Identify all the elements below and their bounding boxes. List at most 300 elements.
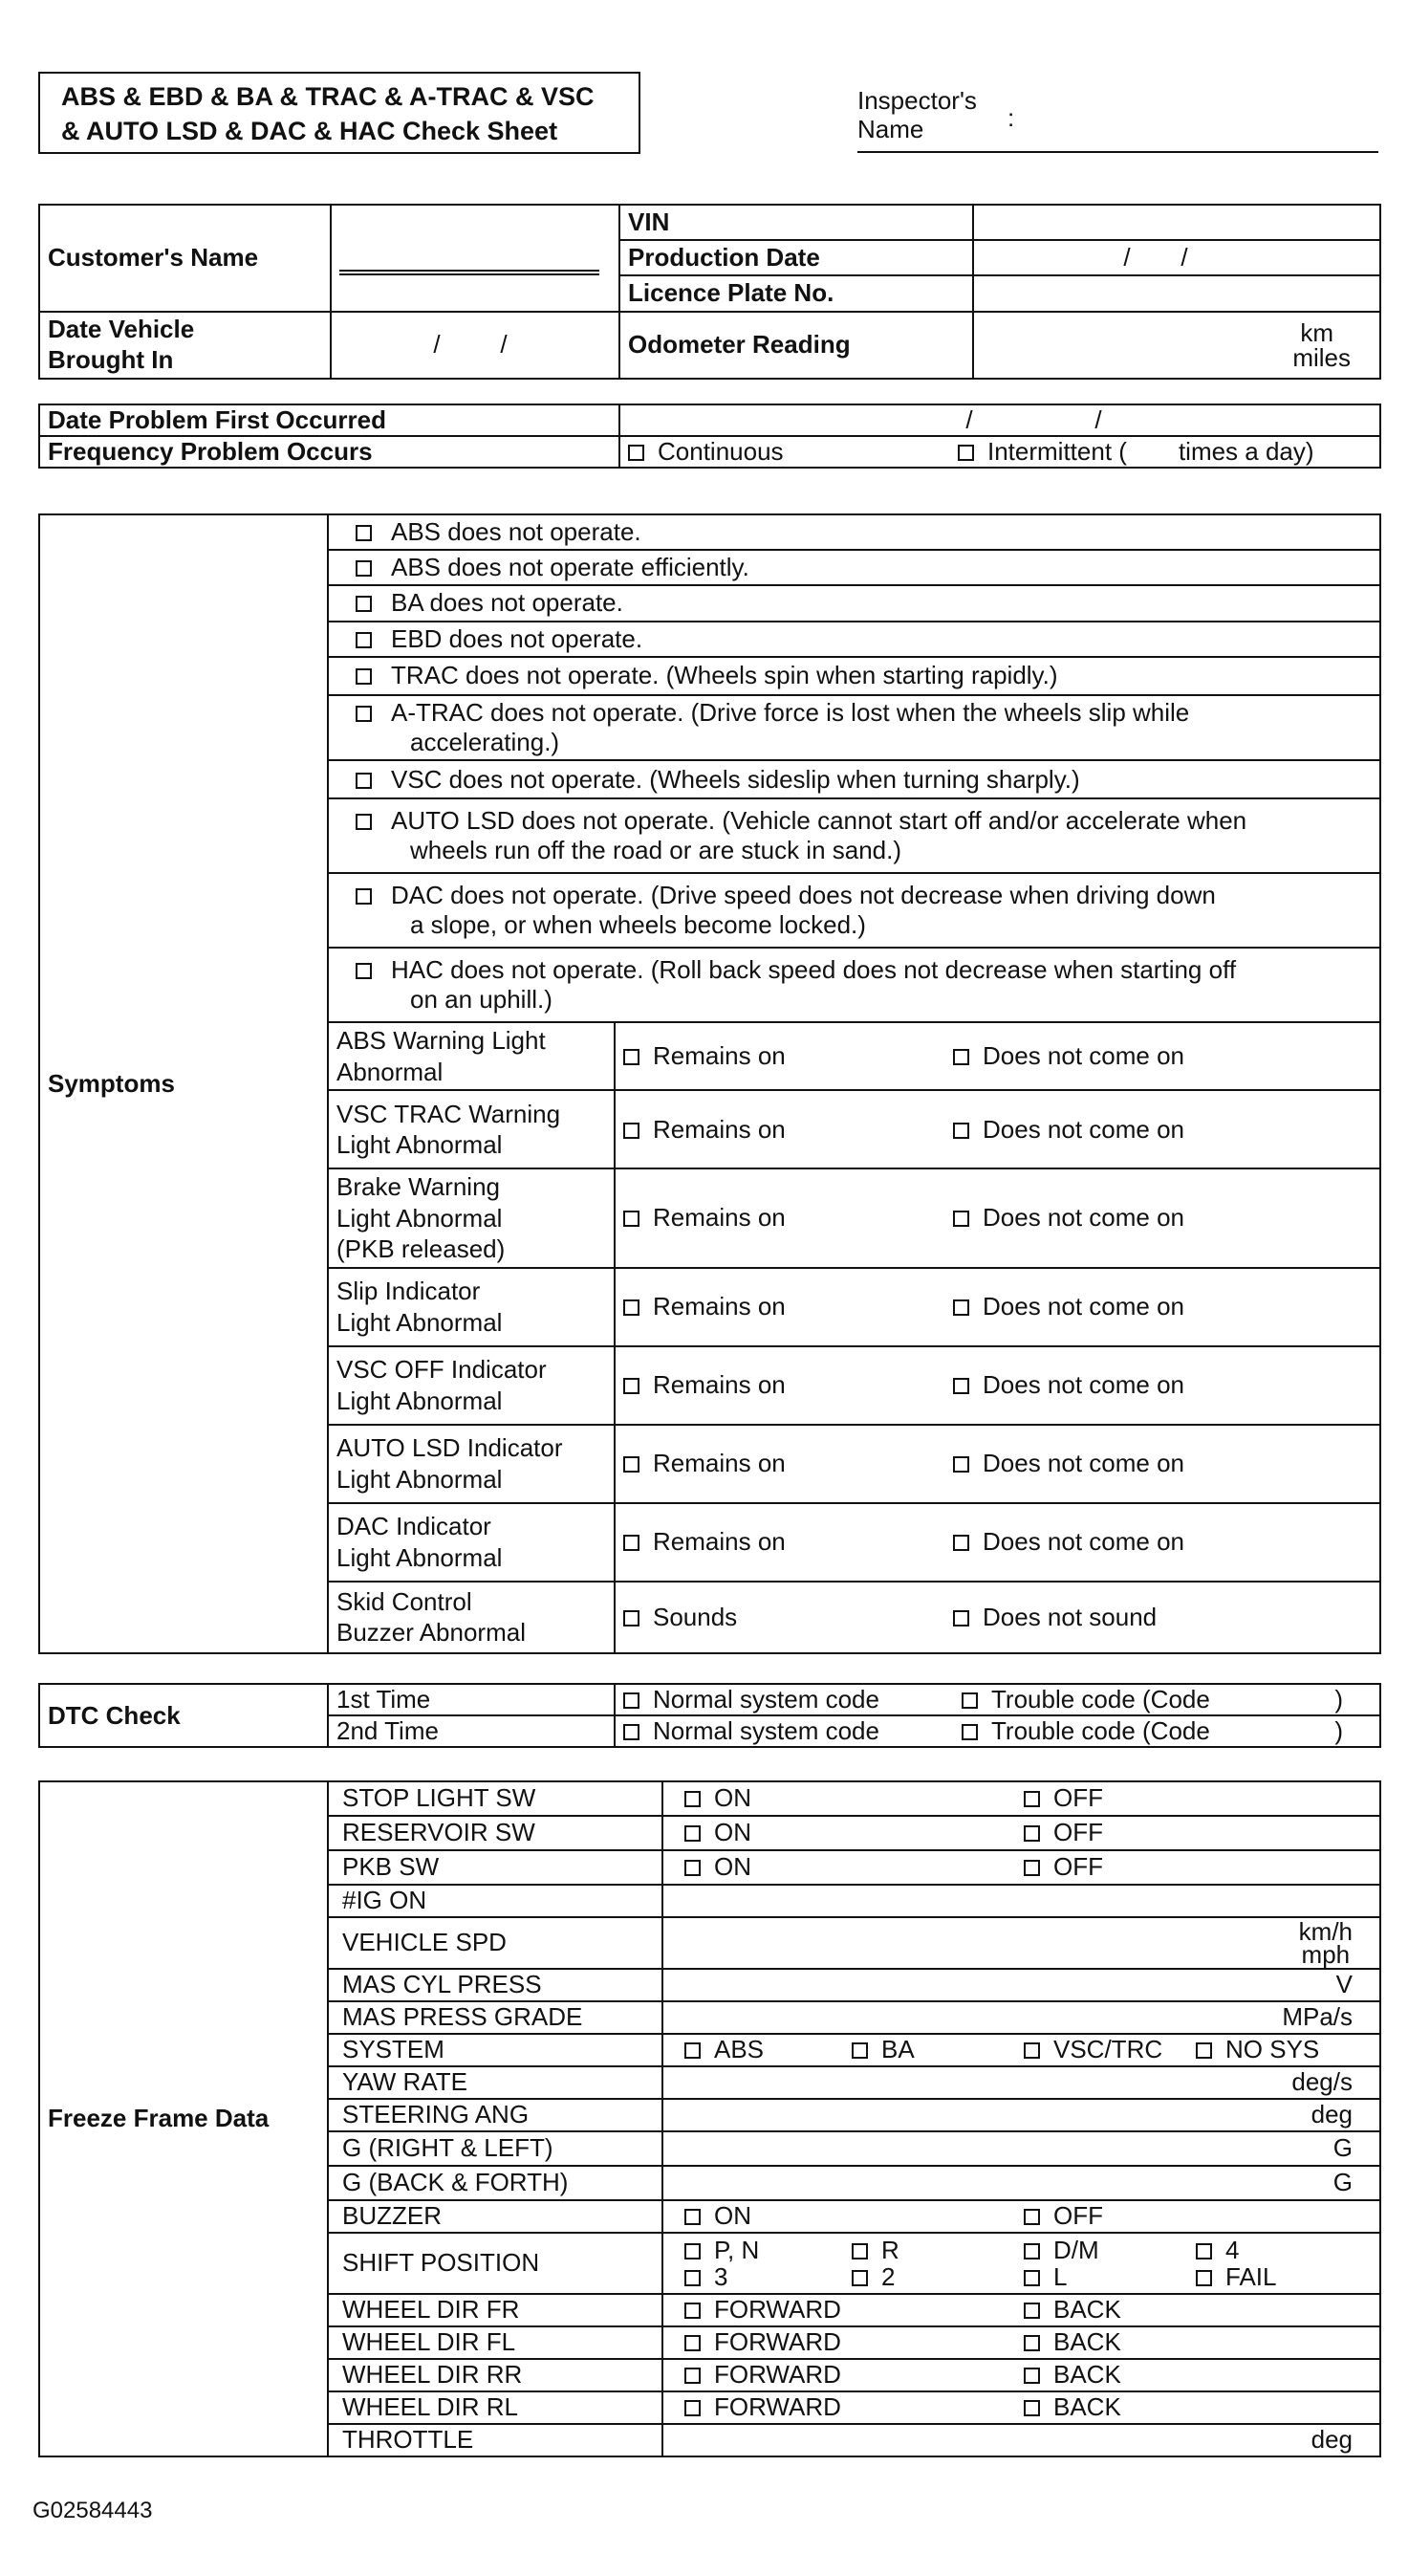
indicator-options xyxy=(615,1268,1380,1346)
indicator-label-line-1: ABS Warning Light xyxy=(336,1026,546,1056)
symptom-text: HAC does not operate. (Roll back speed does not decrease when starting off xyxy=(391,954,1237,984)
option-b-label: Does not come on xyxy=(983,1370,1185,1400)
title-line-1: ABS & EBD & BA & TRAC & A-TRAC & VSC xyxy=(61,82,595,111)
checkbox-icon xyxy=(1024,2209,1040,2225)
checkbox-icon xyxy=(356,525,372,541)
checkbox-icon xyxy=(1024,2335,1040,2351)
option-a-label: Remains on xyxy=(653,1449,786,1478)
freeze-option[interactable] xyxy=(1024,2295,1215,2325)
freeze-option-label: 4 xyxy=(1225,2236,1240,2264)
freeze-option-label: BACK xyxy=(1053,2392,1121,2422)
indicator-options xyxy=(615,1168,1380,1268)
indicator-options xyxy=(615,1090,1380,1168)
freeze-item-value[interactable] xyxy=(662,2131,1380,2166)
indicator-label-line-3: (PKB released) xyxy=(336,1234,506,1264)
freeze-option-label: BACK xyxy=(1053,2295,1121,2325)
freeze-item-name: VEHICLE SPD xyxy=(328,1917,662,1969)
indicator-label-line-2: Abnormal xyxy=(336,1057,444,1086)
checkbox-icon xyxy=(852,2270,868,2286)
option-b[interactable] xyxy=(953,1115,1184,1144)
indicator-label-line-2: Light Abnormal xyxy=(336,1542,503,1572)
checkbox-icon xyxy=(1196,2270,1212,2286)
date-slash: / xyxy=(500,329,508,359)
inspector-colon: : xyxy=(1007,103,1015,132)
vehicle-info-table xyxy=(38,204,1381,380)
unit-label: deg/s xyxy=(1291,2067,1353,2097)
date-problem-label: Date Problem First Occurred xyxy=(39,404,619,436)
freeze-item-value[interactable] xyxy=(662,2099,1380,2131)
freeze-item-name: PKB SW xyxy=(328,1850,662,1885)
freeze-item-name: BUZZER xyxy=(328,2200,662,2233)
indicator-label xyxy=(328,1090,615,1168)
checkbox-icon xyxy=(684,2042,701,2059)
checkbox-icon xyxy=(953,1456,969,1473)
trouble-code-label: Trouble code (Code xyxy=(991,1716,1210,1746)
indicator-options xyxy=(615,1582,1380,1653)
option-b-label: Does not come on xyxy=(983,1114,1185,1144)
continuous-label: Continuous xyxy=(658,437,784,467)
checkbox-icon xyxy=(953,1211,969,1227)
indicator-label xyxy=(328,1425,615,1503)
indicator-label-line-2: Buzzer Abnormal xyxy=(336,1618,526,1648)
freeze-option[interactable] xyxy=(684,2392,1024,2422)
freeze-item-value[interactable] xyxy=(662,1816,1380,1850)
freeze-item-name: #IG ON xyxy=(328,1885,662,1917)
trouble-code-option[interactable] xyxy=(954,1684,1380,1715)
freeze-option[interactable] xyxy=(1024,1818,1215,1847)
freeze-option[interactable] xyxy=(852,2035,1024,2064)
date-brought-in-line-1: Date Vehicle xyxy=(48,315,195,344)
option-b-label: Does not come on xyxy=(983,1527,1185,1557)
checkbox-icon xyxy=(1024,2243,1040,2259)
symptom-item[interactable] xyxy=(328,550,1380,585)
checkbox-icon xyxy=(1024,2270,1040,2286)
freeze-option[interactable] xyxy=(852,2237,1024,2263)
date-slash: / xyxy=(1123,243,1131,273)
date-slash: / xyxy=(1181,243,1188,273)
production-date-field[interactable] xyxy=(973,240,1380,275)
unit-label: deg xyxy=(1311,2100,1353,2129)
date-slash: / xyxy=(965,405,973,434)
indicator-options xyxy=(615,1022,1380,1090)
checkbox-icon xyxy=(356,888,372,905)
option-a[interactable] xyxy=(623,1527,953,1557)
option-a[interactable] xyxy=(623,1041,953,1071)
unit-label: G xyxy=(1332,2168,1353,2197)
checkbox-icon xyxy=(1024,1860,1040,1876)
checkbox-icon xyxy=(953,1610,969,1626)
checkbox-icon xyxy=(356,706,372,722)
option-b[interactable] xyxy=(953,1203,1184,1232)
checkbox-icon xyxy=(623,1378,639,1394)
symptom-item[interactable] xyxy=(328,514,1380,550)
checkbox-icon xyxy=(623,1049,639,1065)
freeze-option-label: OFF xyxy=(1053,1818,1103,1847)
freeze-option-label: L xyxy=(1053,2262,1068,2291)
symptom-text: ABS does not operate. xyxy=(391,517,641,546)
option-b[interactable] xyxy=(953,1449,1184,1477)
freeze-item-value[interactable] xyxy=(662,1969,1380,2001)
option-a[interactable] xyxy=(623,1203,953,1233)
option-b[interactable] xyxy=(953,1527,1184,1556)
freeze-option[interactable] xyxy=(684,2263,852,2290)
checkbox-icon xyxy=(623,1724,639,1740)
indicator-label xyxy=(328,1268,615,1346)
freeze-item-value[interactable] xyxy=(662,2424,1380,2456)
checkbox-icon xyxy=(356,668,372,685)
freeze-option-label: D/M xyxy=(1053,2236,1099,2264)
checkbox-icon xyxy=(684,2335,701,2351)
indicator-label-line-2: Light Abnormal xyxy=(336,1307,503,1337)
indicator-label-line-1: Skid Control xyxy=(336,1586,472,1616)
normal-code-label: Normal system code xyxy=(653,1716,879,1746)
freeze-item-value[interactable] xyxy=(662,2391,1380,2424)
date-brought-in-line-2: Brought In xyxy=(48,344,174,374)
symptom-item[interactable] xyxy=(328,760,1380,798)
freeze-option-label: BACK xyxy=(1053,2327,1121,2357)
freeze-option-label: FAIL xyxy=(1225,2262,1277,2291)
intermittent-option[interactable] xyxy=(958,437,1314,466)
check-sheet-title xyxy=(38,72,640,154)
option-b[interactable] xyxy=(953,1603,1157,1631)
date-slash: / xyxy=(433,329,441,359)
indicator-options xyxy=(615,1503,1380,1582)
option-b[interactable] xyxy=(953,1041,1184,1070)
freeze-option-label: ON xyxy=(714,1783,751,1813)
checkbox-icon xyxy=(684,1860,701,1876)
inspector-label-line-2: Name xyxy=(857,115,924,143)
indicator-label xyxy=(328,1582,615,1653)
freeze-item-name: WHEEL DIR RL xyxy=(328,2391,662,2424)
dtc-time: 2nd Time xyxy=(328,1715,615,1747)
option-a-label: Remains on xyxy=(653,1041,786,1071)
frequency-label: Frequency Problem Occurs xyxy=(39,436,619,468)
checkbox-icon xyxy=(953,1535,969,1551)
freeze-item-value[interactable] xyxy=(662,2066,1380,2099)
freeze-option[interactable] xyxy=(1024,2327,1215,2357)
checkbox-icon xyxy=(356,560,372,577)
inspector-label-line-1: Inspector's xyxy=(857,86,977,115)
checkbox-icon xyxy=(684,1791,701,1807)
freeze-item-name: WHEEL DIR RR xyxy=(328,2359,662,2391)
checkbox-icon xyxy=(623,1123,639,1139)
option-a[interactable] xyxy=(623,1292,953,1321)
indicator-label-line-1: VSC TRAC Warning xyxy=(336,1099,561,1128)
inspector-name-field[interactable] xyxy=(857,151,1378,153)
freeze-option-label: ABS xyxy=(714,2035,765,2064)
checkbox-icon xyxy=(684,1825,701,1842)
unit-label: V xyxy=(1335,1970,1353,1999)
freeze-option-label: BACK xyxy=(1053,2360,1121,2390)
speed-units xyxy=(1298,1917,1372,1969)
checkbox-icon xyxy=(684,2303,701,2319)
symptom-text: EBD does not operate. xyxy=(391,623,643,653)
licence-plate-field[interactable] xyxy=(973,275,1380,311)
option-b[interactable] xyxy=(953,1370,1184,1399)
freeze-item-value[interactable] xyxy=(662,2359,1380,2391)
option-a[interactable] xyxy=(623,1370,953,1400)
freeze-option-label: VSC/TRC xyxy=(1053,2035,1163,2064)
freeze-option-label: OFF xyxy=(1053,2201,1103,2231)
freeze-item-value[interactable] xyxy=(662,2034,1380,2066)
freeze-option[interactable] xyxy=(684,2201,1024,2231)
freeze-option-label: FORWARD xyxy=(714,2360,841,2390)
checkbox-icon xyxy=(628,445,644,461)
freeze-frame-table xyxy=(38,1780,1381,2457)
freeze-item-value[interactable] xyxy=(662,2294,1380,2326)
checkbox-icon xyxy=(1024,1791,1040,1807)
checkbox-icon xyxy=(356,596,372,612)
freeze-item-name: MAS PRESS GRADE xyxy=(328,2001,662,2034)
indicator-label-line-1: VSC OFF Indicator xyxy=(336,1355,547,1385)
freeze-option[interactable] xyxy=(684,2295,1024,2325)
checkbox-icon xyxy=(953,1378,969,1394)
vin-field[interactable] xyxy=(973,205,1380,240)
option-a-label: Remains on xyxy=(653,1114,786,1144)
freeze-item-value[interactable] xyxy=(662,1850,1380,1885)
continuous-option[interactable] xyxy=(628,437,958,467)
option-b-label: Does not come on xyxy=(983,1041,1185,1071)
indicator-options xyxy=(615,1425,1380,1503)
unit-label: km/h xyxy=(1298,1917,1353,1946)
freeze-option[interactable] xyxy=(684,2360,1024,2390)
symptom-item[interactable] xyxy=(328,657,1380,695)
symptom-text-continued: accelerating.) xyxy=(410,727,560,756)
freeze-frame-label: Freeze Frame Data xyxy=(39,1781,328,2456)
checkbox-icon xyxy=(684,2209,701,2225)
freeze-option[interactable] xyxy=(1024,2237,1196,2263)
freeze-option-label: BA xyxy=(881,2035,915,2064)
indicator-label-line-1: Slip Indicator xyxy=(336,1277,481,1306)
inspector-label xyxy=(857,86,977,143)
symptom-item[interactable] xyxy=(328,798,1380,873)
freeze-option[interactable] xyxy=(1024,2360,1215,2390)
freeze-item-name: STOP LIGHT SW xyxy=(328,1781,662,1816)
freeze-option[interactable] xyxy=(1196,2237,1311,2263)
freeze-item-name: G (BACK & FORTH) xyxy=(328,2166,662,2200)
symptom-text: TRAC does not operate. (Wheels spin when starting rapidly.) xyxy=(391,661,1058,690)
symptom-item[interactable] xyxy=(328,873,1380,948)
freeze-item-name: SHIFT POSITION xyxy=(328,2233,662,2294)
date-brought-in-label xyxy=(39,312,331,379)
unit-label: G xyxy=(1332,2133,1353,2163)
checkbox-icon xyxy=(684,2243,701,2259)
freeze-option[interactable] xyxy=(684,2237,852,2263)
symptom-item[interactable] xyxy=(328,622,1380,657)
freeze-option-label: ON xyxy=(714,1852,751,1882)
freeze-item-name: G (RIGHT & LEFT) xyxy=(328,2131,662,2166)
indicator-label xyxy=(328,1346,615,1425)
checkbox-icon xyxy=(962,1724,978,1740)
problem-occurrence-table xyxy=(38,404,1381,469)
freeze-option-label: ON xyxy=(714,2201,751,2231)
freeze-item-value[interactable] xyxy=(662,2001,1380,2034)
freeze-item-name: RESERVOIR SW xyxy=(328,1816,662,1850)
freeze-item-name: WHEEL DIR FL xyxy=(328,2326,662,2359)
symptom-item[interactable] xyxy=(328,585,1380,621)
freeze-item-value[interactable] xyxy=(662,2233,1380,2294)
checkbox-icon xyxy=(623,1299,639,1316)
odometer-field[interactable] xyxy=(973,312,1380,379)
frequency-options xyxy=(619,436,1380,468)
checkbox-icon xyxy=(852,2042,868,2059)
freeze-option-label: ON xyxy=(714,1818,751,1847)
symptom-item[interactable] xyxy=(328,695,1380,760)
freeze-option-label: 3 xyxy=(714,2262,728,2291)
freeze-option[interactable] xyxy=(1024,1783,1215,1813)
option-b-label: Does not come on xyxy=(983,1203,1185,1233)
freeze-option-label: OFF xyxy=(1053,1783,1103,1813)
freeze-item-value[interactable] xyxy=(662,1917,1380,1969)
freeze-item-name: WHEEL DIR FR xyxy=(328,2294,662,2326)
symptom-text: BA does not operate. xyxy=(391,588,623,618)
freeze-item-value[interactable] xyxy=(662,1781,1380,1816)
freeze-option[interactable] xyxy=(1024,2035,1196,2064)
trouble-code-close: ) xyxy=(1334,1685,1343,1714)
freeze-option-label: FORWARD xyxy=(714,2392,841,2422)
checkbox-icon xyxy=(1024,2042,1040,2059)
checkbox-icon xyxy=(356,632,372,648)
indicator-label xyxy=(328,1503,615,1582)
checkbox-icon xyxy=(623,1535,639,1551)
indicator-label-line-2: Light Abnormal xyxy=(336,1203,503,1233)
times-a-day-label: times a day) xyxy=(1178,437,1314,467)
date-problem-field[interactable] xyxy=(619,404,1380,436)
freeze-option[interactable] xyxy=(1196,2035,1349,2064)
freeze-option[interactable] xyxy=(684,2327,1024,2357)
freeze-item-name: SYSTEM xyxy=(328,2034,662,2066)
normal-code-option[interactable] xyxy=(615,1684,954,1715)
checkbox-icon xyxy=(1024,2368,1040,2384)
title-line-2: & AUTO LSD & DAC & HAC Check Sheet xyxy=(61,117,558,145)
normal-code-label: Normal system code xyxy=(653,1685,879,1714)
freeze-option[interactable] xyxy=(1024,2263,1196,2290)
unit-label: deg xyxy=(1311,2425,1353,2455)
indicator-label-line-2: Light Abnormal xyxy=(336,1130,503,1160)
customer-name-label: Customer's Name xyxy=(39,205,331,312)
indicator-label xyxy=(328,1022,615,1090)
freeze-option[interactable] xyxy=(1196,2263,1311,2290)
freeze-item-value[interactable] xyxy=(662,1885,1380,1917)
date-brought-in-field[interactable] xyxy=(331,312,619,379)
intermittent-label: Intermittent ( xyxy=(987,437,1127,467)
option-a-label: Remains on xyxy=(653,1203,786,1233)
freeze-option[interactable] xyxy=(684,2035,852,2064)
checkbox-icon xyxy=(1024,2303,1040,2319)
checkbox-icon xyxy=(356,814,372,830)
freeze-item-value[interactable] xyxy=(662,2326,1380,2359)
option-b-label: Does not come on xyxy=(983,1292,1185,1321)
trouble-code-close: ) xyxy=(1334,1716,1343,1746)
symptom-text: A-TRAC does not operate. (Drive force is lost when the wheels slip while xyxy=(391,697,1190,727)
checkbox-icon xyxy=(1024,1825,1040,1842)
indicator-label-line-1: AUTO LSD Indicator xyxy=(336,1433,563,1463)
checkbox-icon xyxy=(684,2368,701,2384)
figure-code: G02584443 xyxy=(32,2498,153,2523)
dtc-check-table xyxy=(38,1683,1381,1748)
freeze-option[interactable] xyxy=(1024,2201,1215,2231)
option-a-label: Remains on xyxy=(653,1292,786,1321)
symptom-text: AUTO LSD does not operate. (Vehicle cannot start off and/or accelerate when xyxy=(391,805,1247,835)
licence-plate-label: Licence Plate No. xyxy=(619,275,973,311)
option-b-label: Does not sound xyxy=(983,1602,1158,1631)
indicator-label-line-1: DAC Indicator xyxy=(336,1512,491,1541)
indicator-label-line-2: Light Abnormal xyxy=(336,1386,503,1415)
odometer-label: Odometer Reading xyxy=(619,312,973,379)
freeze-option-label: FORWARD xyxy=(714,2295,841,2325)
freeze-option[interactable] xyxy=(684,1852,1024,1882)
option-a[interactable] xyxy=(623,1603,953,1632)
symptoms-label: Symptoms xyxy=(39,514,328,1653)
freeze-option-label: FORWARD xyxy=(714,2327,841,2357)
checkbox-icon xyxy=(623,1692,639,1709)
freeze-option-label: NO SYS xyxy=(1225,2035,1320,2064)
option-a-label: Remains on xyxy=(653,1527,786,1557)
checkbox-icon xyxy=(1196,2243,1212,2259)
checkbox-icon xyxy=(1024,2400,1040,2416)
freeze-item-name: STEERING ANG xyxy=(328,2099,662,2131)
normal-code-option[interactable] xyxy=(615,1715,954,1747)
indicator-options xyxy=(615,1346,1380,1425)
checkbox-icon xyxy=(962,1692,978,1709)
symptom-text: ABS does not operate efficiently. xyxy=(391,553,749,582)
dtc-time: 1st Time xyxy=(328,1684,615,1715)
trouble-code-option[interactable] xyxy=(954,1715,1380,1747)
indicator-label-line-2: Light Abnormal xyxy=(336,1464,503,1494)
freeze-item-value[interactable] xyxy=(662,2166,1380,2200)
freeze-option[interactable] xyxy=(1024,2392,1215,2422)
freeze-option-label: R xyxy=(881,2236,899,2264)
option-a[interactable] xyxy=(623,1449,953,1478)
checkbox-icon xyxy=(623,1211,639,1227)
freeze-option[interactable] xyxy=(684,1818,1024,1847)
freeze-option[interactable] xyxy=(1024,1852,1215,1882)
indicator-label xyxy=(328,1168,615,1268)
symptoms-table xyxy=(38,513,1381,1654)
checkbox-icon xyxy=(953,1299,969,1316)
checkbox-icon xyxy=(1196,2042,1212,2059)
option-b[interactable] xyxy=(953,1292,1184,1321)
option-b-label: Does not come on xyxy=(983,1449,1185,1478)
dtc-check-label: DTC Check xyxy=(39,1684,328,1747)
symptom-item[interactable] xyxy=(328,948,1380,1022)
date-slash: / xyxy=(1094,405,1102,434)
freeze-item-name: THROTTLE xyxy=(328,2424,662,2456)
vin-label: VIN xyxy=(619,205,973,240)
freeze-option-label: P, N xyxy=(714,2236,760,2264)
freeze-option[interactable] xyxy=(852,2263,1024,2290)
unit-label: MPa/s xyxy=(1282,2002,1353,2032)
symptom-text-continued: a slope, or when wheels become locked.) xyxy=(410,910,866,940)
symptom-text-continued: on an uphill.) xyxy=(410,985,552,1015)
freeze-item-value[interactable] xyxy=(662,2200,1380,2233)
freeze-item-name: YAW RATE xyxy=(328,2066,662,2099)
trouble-code-label: Trouble code (Code xyxy=(991,1685,1210,1714)
indicator-label-line-1: Brake Warning xyxy=(336,1172,500,1202)
freeze-item-name: MAS CYL PRESS xyxy=(328,1969,662,2001)
checkbox-icon xyxy=(356,773,372,789)
km-unit: km xyxy=(1300,317,1333,347)
customer-name-field[interactable] xyxy=(331,205,619,312)
freeze-option-label: OFF xyxy=(1053,1852,1103,1882)
freeze-option[interactable] xyxy=(684,1783,1024,1813)
checkbox-icon xyxy=(623,1456,639,1473)
checkbox-icon xyxy=(953,1049,969,1065)
checkbox-icon xyxy=(958,445,974,461)
checkbox-icon xyxy=(684,2270,701,2286)
option-a-label: Remains on xyxy=(653,1370,786,1400)
option-a[interactable] xyxy=(623,1115,953,1145)
